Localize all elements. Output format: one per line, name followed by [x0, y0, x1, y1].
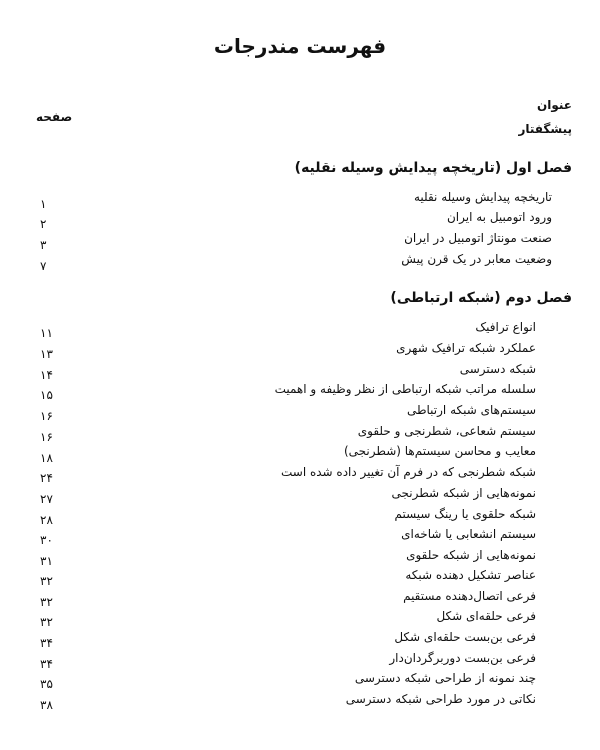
toc-page-number: ۱۴ [40, 368, 53, 382]
toc-page-number: ۳۲ [40, 615, 53, 629]
toc-page-number: ۷ [40, 259, 47, 273]
toc-page-number: ۳۴ [40, 657, 53, 671]
toc-page-number: ۳۲ [40, 574, 53, 588]
preface-entry: پیشگفتار [518, 122, 572, 136]
toc-entry: فرعی اتصال‌دهنده مستقیم [403, 589, 536, 603]
toc-entry: سیستم‌های شبکه ارتباطی [406, 403, 536, 417]
toc-entry: فرعی حلقه‌ای شکل [436, 609, 536, 623]
toc-entry: فرعی بن‌بست دوربرگردان‌دار [389, 651, 536, 665]
column-header-page: صفحه [36, 110, 73, 124]
toc-entry: نمونه‌هایی از شبکه حلقوی [406, 548, 536, 562]
toc-page-number: ۳۰ [40, 533, 53, 547]
toc-page-number: ۳۴ [40, 636, 53, 650]
toc-page-number: ۱۸ [40, 451, 53, 465]
toc-entry: ورود اتومبیل به ایران [446, 210, 552, 224]
toc-page-number: ۳۸ [40, 698, 53, 712]
toc-page-number: ۱۶ [40, 430, 53, 444]
toc-entry: معایب و محاسن سیستم‌ها (شطرنجی) [343, 444, 536, 458]
toc-page-number: ۲۷ [40, 492, 53, 506]
toc-entry: عناصر تشکیل دهنده شبکه [405, 568, 536, 582]
toc-entry: نکاتی در مورد طراحی شبکه دسترسی [345, 692, 536, 706]
toc-entry: شبکه شطرنجی که در فرم آن تغییر داده شده است [280, 465, 536, 479]
chapter-1-heading: فصل اول (تاریخچه پیدایش وسیله نقلیه) [294, 160, 572, 176]
toc-page-number: ۳۵ [40, 677, 53, 691]
toc-page-number: ۱۶ [40, 409, 53, 423]
toc-entry: صنعت مونتاژ اتومبیل در ایران [404, 231, 552, 245]
toc-page-number: ۲ [40, 217, 47, 231]
toc-entry: نمونه‌هایی از شبکه شطرنجی [391, 486, 536, 500]
toc-entry: سیستم انشعابی یا شاخه‌ای [401, 527, 536, 541]
toc-page-number: ۳۱ [40, 554, 53, 568]
toc-page-number: ۳ [40, 238, 47, 252]
toc-entry: سلسله مراتب شبکه ارتباطی از نظر وظیفه و اهمیت [274, 382, 536, 396]
page-title: فهرست مندرجات [213, 34, 387, 58]
toc-entry: فرعی بن‌بست حلقه‌ای شکل [394, 630, 536, 644]
column-header-title: عنوان [537, 98, 572, 112]
toc-page-number: ۱۱ [40, 326, 53, 340]
toc-page-number: ۳۲ [40, 595, 53, 609]
toc-page-number: ۱۳ [40, 347, 53, 361]
chapter-2-heading: فصل دوم (شبکه ارتباطی) [390, 290, 572, 306]
toc-entry: تاریخچه پیدایش وسیله نقلیه [413, 190, 552, 204]
toc-entry: وضعیت معابر در یک قرن پیش [401, 252, 552, 266]
toc-entry: انواع ترافیک [475, 320, 536, 334]
toc-entry: شبکه حلقوی یا رینگ سیستم [394, 507, 536, 521]
toc-entry: چند نمونه از طراحی شبکه دسترسی [354, 671, 536, 685]
toc-entry: شبکه دسترسی [459, 362, 536, 376]
toc-page-number: ۱ [40, 197, 47, 211]
toc-page-number: ۱۵ [40, 388, 53, 402]
toc-entry: عملکرد شبکه ترافیک شهری [396, 341, 536, 355]
toc-page-number: ۲۸ [40, 513, 53, 527]
toc-page-number: ۲۴ [40, 471, 53, 485]
toc-entry: سیستم شعاعی، شطرنجی و حلقوی [357, 424, 536, 438]
